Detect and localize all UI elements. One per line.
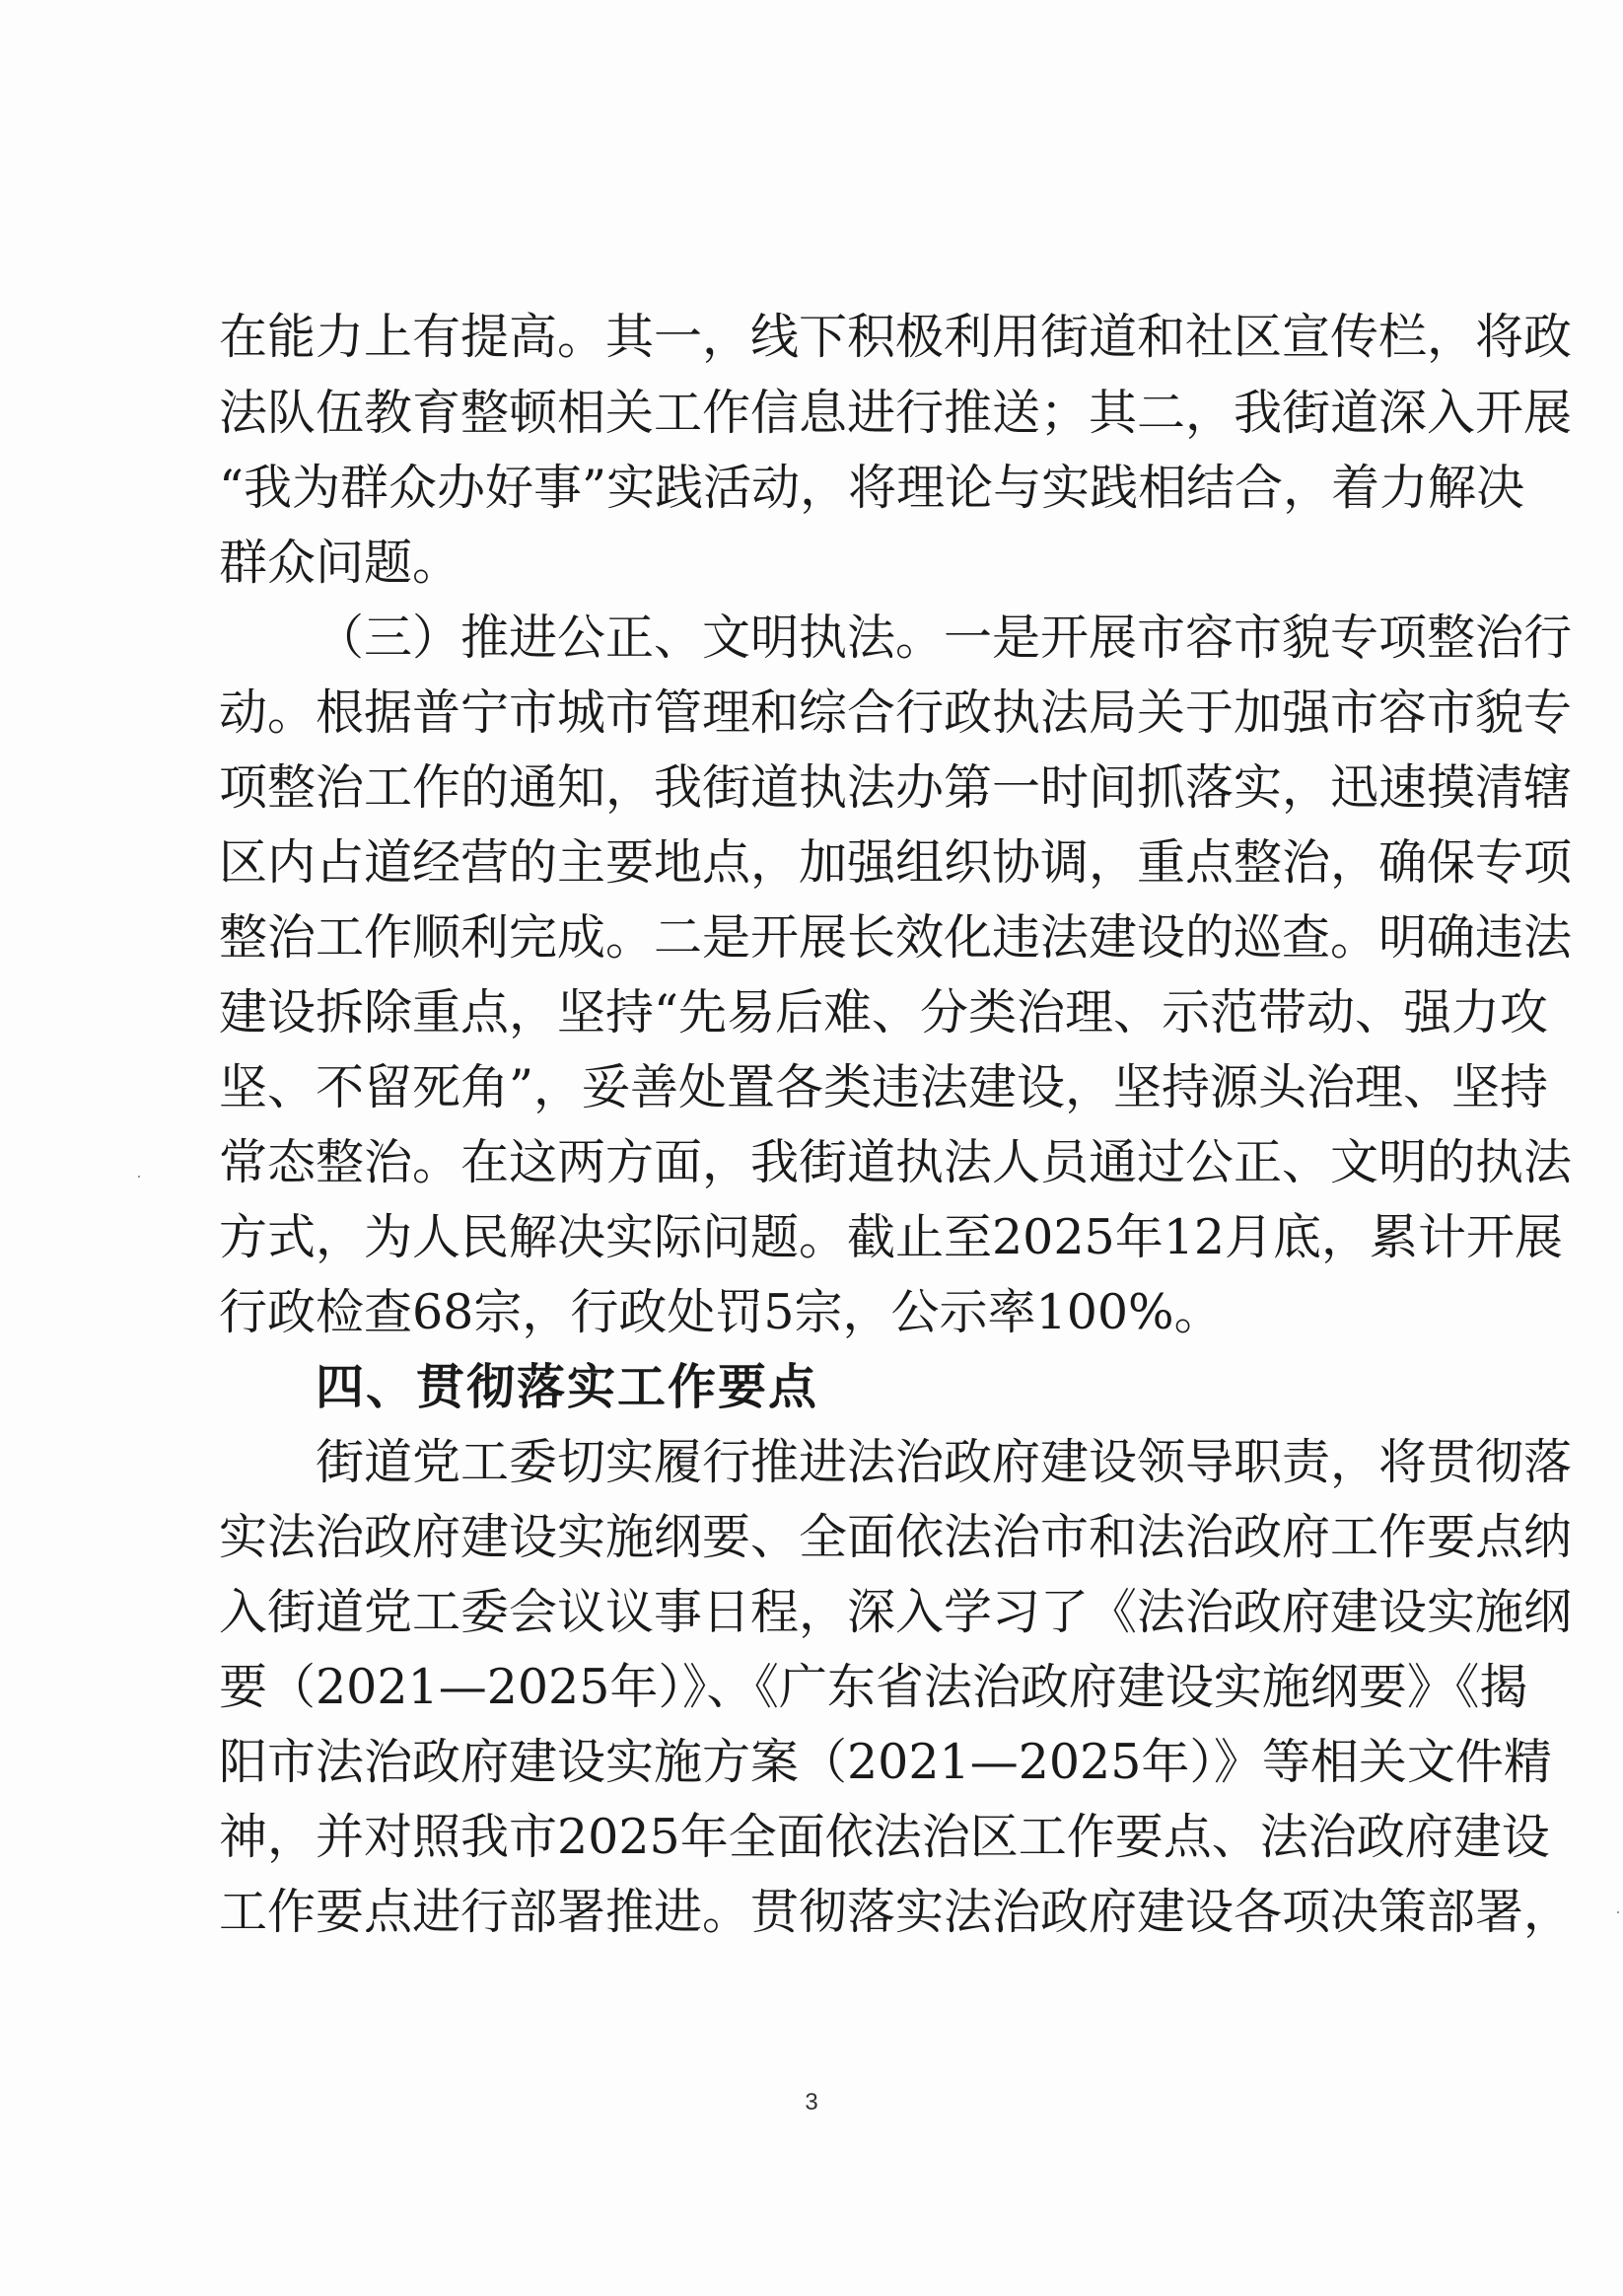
scan-speck [138, 1176, 140, 1178]
text-line: 入街道党工委会议议事日程，深入学习了《法治政府建设实施纲 [219, 1584, 1573, 1640]
text-line: 建设拆除重点，坚持“先易后难、分类治理、示范带动、强力攻 [219, 984, 1549, 1040]
text-line: 神，并对照我市2025年全面依法治区工作要点、法治政府建设 [219, 1809, 1550, 1865]
text-line: 法队伍教育整顿相关工作信息进行推送；其二，我街道深入开展 [219, 385, 1573, 441]
text-line: 项整治工作的通知，我街道执法办第一时间抓落实，迅速摸清辖 [219, 759, 1573, 816]
text-line: 常态整治。在这两方面，我街道执法人员通过公正、文明的执法 [219, 1134, 1573, 1190]
text-line: 整治工作顺利完成。二是开展长效化违法建设的巡查。明确违法 [219, 909, 1573, 966]
section-heading: 四、贯彻落实工作要点 [316, 1359, 819, 1415]
text-line: 行政检查68宗，行政处罚5宗，公示率100%。 [219, 1284, 1223, 1340]
text-line: 坚、不留死角”，妥善处置各类违法建设，坚持源头治理、坚持 [219, 1059, 1549, 1115]
text-line: 街道党工委切实履行推进法治政府建设领导职责，将贯彻落 [316, 1434, 1573, 1490]
text-line: 工作要点进行部署推进。贯彻落实法治政府建设各项决策部署， [219, 1884, 1573, 1940]
text-line: 动。根据普宁市城市管理和综合行政执法局关于加强市容市貌专 [219, 684, 1573, 741]
text-line: 群众问题。 [219, 535, 461, 591]
text-line: 在能力上有提高。其一，线下积极利用街道和社区宣传栏，将政 [219, 309, 1573, 365]
section-subheading-line: （三）推进公正、文明执法。一是开展市容市貌专项整治行 [316, 610, 1573, 666]
text-line: 方式，为人民解决实际问题。截止至2025年12月底，累计开展 [219, 1209, 1564, 1265]
scan-speck [1617, 1911, 1619, 1913]
text-line: “我为群众办好事”实践活动，将理论与实践相结合，着力解决 [219, 460, 1525, 516]
page-number: 3 [805, 2089, 818, 2116]
text-line: 实法治政府建设实施纲要、全面依法治市和法治政府工作要点纳 [219, 1509, 1573, 1565]
text-line: 阳市法治政府建设实施方案（2021—2025年）》等相关文件精 [219, 1734, 1552, 1790]
text-line: 区内占道经营的主要地点，加强组织协调，重点整治，确保专项 [219, 834, 1573, 891]
text-line: 要（2021—2025年）》、《广东省法治政府建设实施纲要》《揭 [219, 1659, 1528, 1715]
